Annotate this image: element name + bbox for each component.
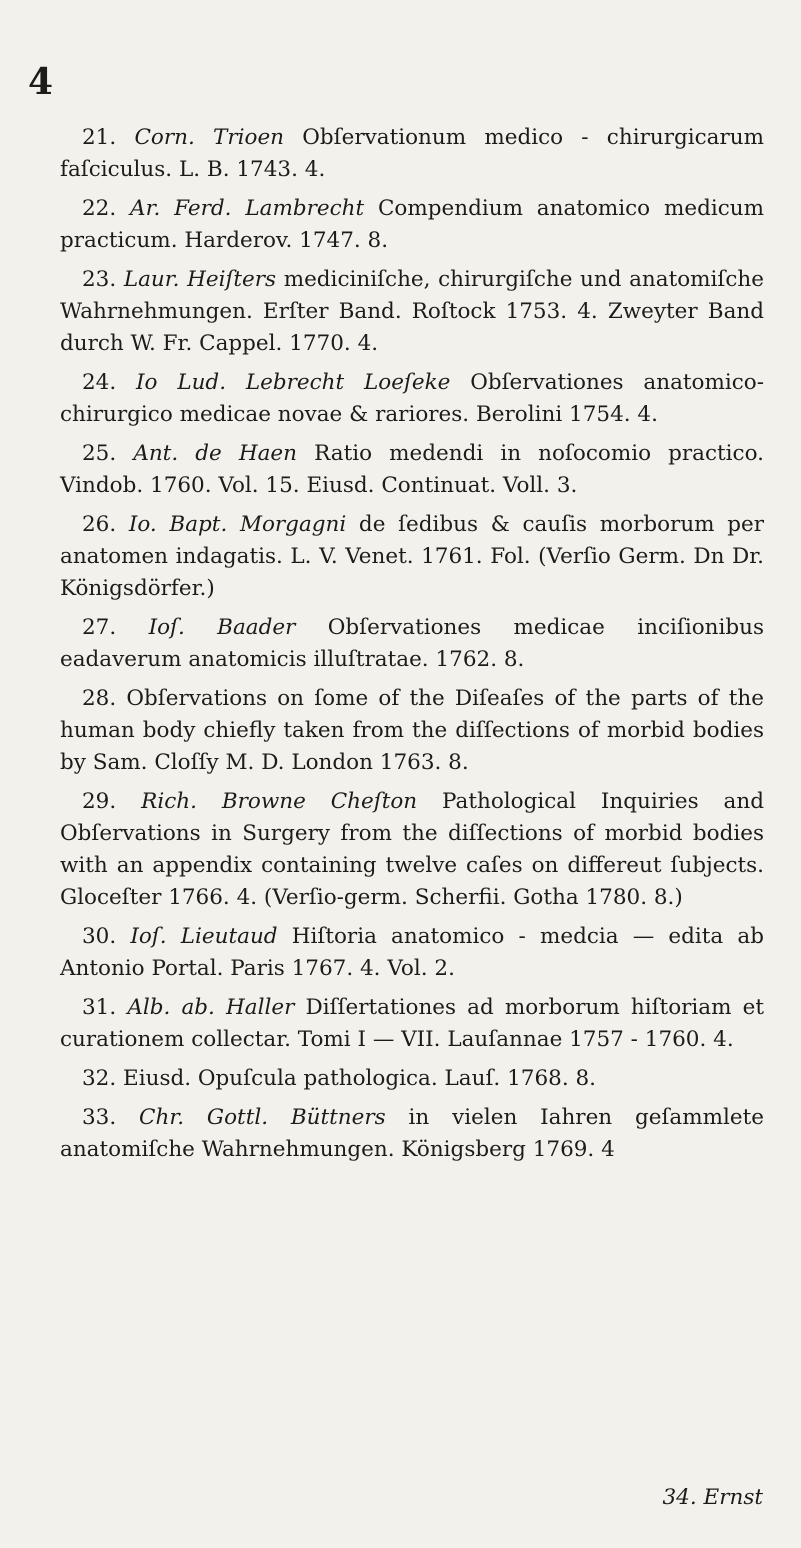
- entry-text: Obſervationum medico - chirurgicarum faſciculus. L. B. 1743. 4.: [60, 125, 764, 182]
- bibliography-list: [60, 122, 764, 1173]
- entry-author: Ioſ. Baader: [148, 615, 296, 640]
- entry-text: Diſſertationes ad morborum hiſtoriam et curationem collectar. Tomi I — VII. Lauſannae 1757 - 1760. 4.: [60, 995, 764, 1052]
- bibliography-entry: [60, 921, 764, 985]
- entry-text: Obſervationes anatomico-chirurgico medicae novae & rariores. Berolini 1754. 4.: [60, 370, 764, 427]
- entry-number: 22.: [82, 196, 117, 221]
- entry-text: mediciniſche, chirurgiſche und anatomiſche Wahrnehmungen. Erſter Band. Roſtock 1753. 4. Zweyter Band durch W. Fr. Cappel. 1770. 4.: [60, 267, 764, 356]
- entry-number: 21.: [82, 125, 117, 150]
- entry-number: 30.: [82, 924, 117, 949]
- bibliography-entry: [60, 438, 764, 502]
- bibliography-entry: [60, 683, 764, 779]
- entry-author: Chr. Gottl. Büttners: [139, 1105, 386, 1130]
- entry-text: de ſedibus & cauſis morborum per anatomen indagatis. L. V. Venet. 1761. Fol. (Verſio Germ. Dn Dr. Königsdörfer.): [60, 512, 764, 601]
- bibliography-entry: [60, 612, 764, 676]
- entry-number: 27.: [82, 615, 117, 640]
- bibliography-entry: [60, 193, 764, 257]
- entry-number: 23.: [82, 267, 117, 292]
- bibliography-entry: [60, 1102, 764, 1166]
- entry-number: 26.: [82, 512, 117, 537]
- bibliography-entry: [60, 786, 764, 914]
- entry-text: Compendium anatomico medicum practicum. Harderov. 1747. 8.: [60, 196, 764, 253]
- bibliography-entry: [60, 264, 764, 360]
- bibliography-entry: [60, 509, 764, 605]
- entry-author: Ioſ. Lieutaud: [130, 924, 278, 949]
- entry-number: 31.: [82, 995, 117, 1020]
- entry-number: 32.: [82, 1066, 117, 1091]
- entry-text: Eiusd. Opuſcula pathologica. Lauſ. 1768. 8.: [116, 1066, 596, 1091]
- bibliography-entry: [60, 122, 764, 186]
- entry-author: Alb. ab. Haller: [127, 995, 295, 1020]
- entry-author: Ar. Ferd. Lambrecht: [130, 196, 365, 221]
- entry-text: in vielen Iahren geſammlete anatomiſche Wahrnehmungen. Königsberg 1769. 4: [60, 1105, 764, 1162]
- entry-number: 29.: [82, 789, 117, 814]
- entry-number: 25.: [82, 441, 117, 466]
- entry-text: Pathological Inquiries and Obſervations in Surgery from the diſſections of morbid bodies with an appendix containing twelve caſes on differeut ſubjects. Gloceſter 1766. 4. (Verſio-germ. Scherfii. Gotha 1780. 8.): [60, 789, 764, 910]
- page-number: 4: [28, 61, 54, 103]
- entry-text: Hiſtoria anatomico - medcia — edita ab Antonio Portal. Paris 1767. 4. Vol. 2.: [60, 924, 764, 981]
- entry-author: Io. Bapt. Morgagni: [128, 512, 347, 537]
- entry-text: Ratio medendi in noſocomio practico. Vindob. 1760. Vol. 15. Eiusd. Continuat. Voll. 3.: [60, 441, 764, 498]
- entry-number: 24.: [82, 370, 117, 395]
- entry-author: Corn. Trioen: [134, 125, 285, 150]
- catchword: 34. Ernst: [662, 1485, 763, 1510]
- entry-text: Obſervationes medicae inciſionibus eadaverum anatomicis illuſtratae. 1762. 8.: [60, 615, 765, 672]
- entry-author: Ant. de Haen: [133, 441, 297, 466]
- entry-author: Io Lud. Lebrecht Loeſeke: [136, 370, 451, 395]
- entry-number: 33.: [82, 1105, 117, 1130]
- bibliography-entry: [60, 1063, 764, 1095]
- bibliography-entry: [60, 367, 764, 431]
- entry-author: Laur. Heiſters: [123, 267, 277, 292]
- entry-author: Rich. Browne Cheſton: [141, 789, 418, 814]
- bibliography-entry: [60, 992, 764, 1056]
- entry-text: Obſervations on ſome of the Diſeaſes of the parts of the human body chiefly taken from the diſſections of morbid bodies by Sam. Cloſſy M. D. London 1763. 8.: [60, 686, 764, 775]
- entry-number: 28.: [82, 686, 117, 711]
